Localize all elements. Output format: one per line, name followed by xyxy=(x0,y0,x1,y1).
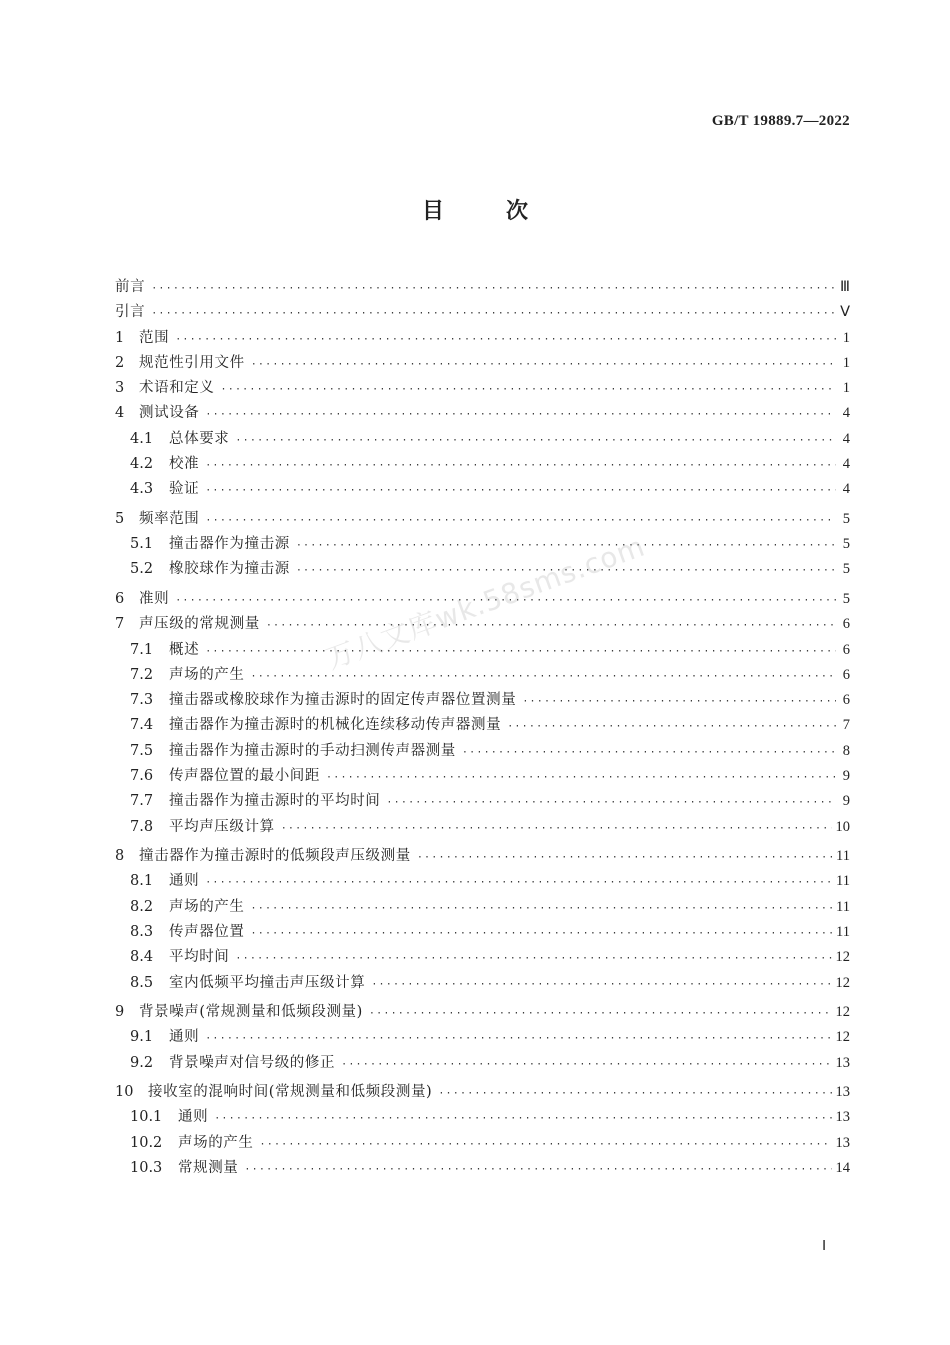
toc-entry-number: 2 xyxy=(115,354,125,371)
toc-entry-label: 撞击器作为撞击源 xyxy=(169,536,290,553)
toc-entry-number: 7.3 xyxy=(130,692,154,709)
toc-entry-number: 4.1 xyxy=(130,430,154,447)
dot-leader xyxy=(151,276,836,301)
dot-leader xyxy=(205,478,836,503)
toc-entry-number: 7.8 xyxy=(130,818,154,835)
dot-leader xyxy=(205,1026,831,1051)
toc-entry-label: 常规测量 xyxy=(178,1160,239,1177)
toc-entry-number: 10 xyxy=(115,1084,134,1101)
toc-entry-page: 7 xyxy=(842,717,850,734)
toc-entry[interactable] xyxy=(115,351,850,376)
dot-leader xyxy=(251,896,833,921)
toc-entry-label: 接收室的混响时间(常规测量和低频段测量) xyxy=(148,1084,433,1101)
toc-entry[interactable] xyxy=(115,1000,850,1025)
dot-leader xyxy=(371,972,831,997)
toc-entry[interactable] xyxy=(115,1105,850,1130)
toc-entry-number: 7.1 xyxy=(130,641,154,658)
toc-entry-number: 7.5 xyxy=(130,742,154,759)
toc-entry-number: 5 xyxy=(115,510,125,527)
toc-entry-page: 13 xyxy=(835,1084,850,1101)
toc-entry-page: 12 xyxy=(835,974,850,991)
toc-entry-label: 背景噪声对信号级的修正 xyxy=(169,1054,336,1071)
toc-entry-label: 校准 xyxy=(169,456,200,473)
toc-entry-page: 6 xyxy=(842,641,850,658)
dot-leader xyxy=(235,428,836,453)
toc-entry-label: 传声器位置的最小间距 xyxy=(169,768,320,785)
toc-entry-number: 3 xyxy=(115,380,125,397)
toc-entry-page: 9 xyxy=(842,793,850,810)
toc-entry-label: 撞击器作为撞击源时的机械化连续移动传声器测量 xyxy=(169,717,502,734)
dot-leader xyxy=(205,870,832,895)
toc-entry-page: 11 xyxy=(836,898,850,915)
toc-entry-number: 8.2 xyxy=(130,898,154,915)
toc-entry[interactable] xyxy=(115,971,850,996)
toc-entry-number: 8 xyxy=(115,848,125,865)
toc-entry[interactable] xyxy=(115,713,850,738)
toc-entry-page: 1 xyxy=(842,329,850,346)
toc-entry-label: 前言 xyxy=(115,279,146,295)
toc-entry-label: 概述 xyxy=(169,641,200,658)
toc-entry-label: 声场的产生 xyxy=(169,666,245,683)
toc-entry-page: 13 xyxy=(835,1109,850,1126)
toc-entry-page: 6 xyxy=(842,666,850,683)
toc-entry-page: Ⅲ xyxy=(840,279,850,295)
dot-leader xyxy=(221,377,837,402)
toc-entry-label: 通则 xyxy=(178,1109,209,1126)
toc-entry-label: 频率范围 xyxy=(139,510,200,527)
toc-entry[interactable] xyxy=(115,945,850,970)
dot-leader xyxy=(205,639,836,664)
toc-entry-number: 1 xyxy=(115,329,125,346)
toc-entry-page: 13 xyxy=(835,1054,850,1071)
toc-entry-page: 4 xyxy=(842,405,850,422)
toc-entry-number: 10.1 xyxy=(130,1109,163,1126)
dot-leader xyxy=(507,714,836,739)
toc-entry-number: 5.2 xyxy=(130,561,154,578)
toc-entry-number: 8.1 xyxy=(130,873,154,890)
toc-entry-label: 撞击器作为撞击源时的平均时间 xyxy=(169,793,381,810)
dot-leader xyxy=(462,740,836,765)
toc-entry-page: 8 xyxy=(842,742,850,759)
toc-entry-page: 5 xyxy=(842,510,850,527)
dot-leader xyxy=(417,845,832,870)
toc-entry-number: 7.6 xyxy=(130,768,154,785)
toc-entry-label: 范围 xyxy=(139,329,170,346)
toc-entry-number: 8.3 xyxy=(130,923,154,940)
toc-entry-page: 11 xyxy=(836,923,850,940)
toc-entry-label: 橡胶球作为撞击源 xyxy=(169,561,290,578)
toc-entry[interactable] xyxy=(115,638,850,663)
dot-leader xyxy=(151,301,836,326)
dot-leader xyxy=(251,352,836,377)
toc-entry-page: 4 xyxy=(842,456,850,473)
toc-entry-number: 10.2 xyxy=(130,1134,163,1151)
toc-entry-number: 7.7 xyxy=(130,793,154,810)
toc-entry-label: 测试设备 xyxy=(139,405,200,422)
dot-leader xyxy=(214,1106,831,1131)
toc-entry-number: 4 xyxy=(115,405,125,422)
toc-entry-label: 引言 xyxy=(115,304,146,321)
toc-entry[interactable] xyxy=(115,1156,850,1181)
toc-entry-label: 声场的产生 xyxy=(169,898,245,915)
toc-entry[interactable] xyxy=(115,869,850,894)
toc-entry[interactable] xyxy=(115,895,850,920)
toc-entry[interactable] xyxy=(115,844,850,869)
toc-entry-page: 14 xyxy=(835,1160,850,1177)
toc-entry-label: 通则 xyxy=(169,1029,200,1046)
toc-entry-page: 10 xyxy=(835,818,850,835)
toc-entry-label: 总体要求 xyxy=(169,430,230,447)
dot-leader xyxy=(175,327,836,352)
toc-entry-number: 9 xyxy=(115,1004,125,1021)
toc-entry-label: 声压级的常规测量 xyxy=(139,616,260,633)
toc-entry-page: 6 xyxy=(842,692,850,709)
page-title-char-2: 次 xyxy=(506,199,529,224)
toc-entry-page: 12 xyxy=(835,1029,850,1046)
toc-entry-page: 11 xyxy=(836,848,850,865)
toc-entry-page: 4 xyxy=(842,430,850,447)
toc-entry-label: 传声器位置 xyxy=(169,923,245,940)
toc-entry-label: 通则 xyxy=(169,873,200,890)
dot-leader xyxy=(244,1157,831,1182)
toc-entry-page: 5 xyxy=(842,590,850,607)
dot-leader xyxy=(205,453,836,478)
toc-entry-label: 平均声压级计算 xyxy=(169,818,275,835)
toc-entry-number: 9.1 xyxy=(130,1029,154,1046)
toc-entry-page: 13 xyxy=(835,1134,850,1151)
toc-entry-page: 12 xyxy=(835,949,850,966)
toc-entry-label: 撞击器作为撞击源时的低频段声压级测量 xyxy=(139,848,411,865)
toc-entry[interactable] xyxy=(115,1080,850,1105)
toc-entry-page: 9 xyxy=(842,768,850,785)
watermark: 万八文库wk.58sms.com xyxy=(321,529,650,676)
toc-entry[interactable] xyxy=(115,275,850,300)
toc-entry[interactable] xyxy=(115,1025,850,1050)
dot-leader xyxy=(281,816,832,841)
toc-entry[interactable] xyxy=(115,739,850,764)
toc-entry-page: 6 xyxy=(842,616,850,633)
toc-entry-label: 术语和定义 xyxy=(139,380,215,397)
dot-leader xyxy=(326,765,836,790)
toc-entry[interactable] xyxy=(115,1131,850,1156)
dot-leader xyxy=(260,1132,832,1157)
toc-entry-page: Ⅴ xyxy=(840,304,850,321)
toc-entry-number: 4.2 xyxy=(130,456,154,473)
toc-entry[interactable] xyxy=(115,401,850,426)
dot-leader xyxy=(386,790,836,815)
dot-leader xyxy=(522,689,836,714)
toc-entry-number: 7.2 xyxy=(130,666,154,683)
dot-leader xyxy=(205,402,836,427)
toc-entry[interactable] xyxy=(115,326,850,351)
toc-entry-page: 1 xyxy=(842,354,850,371)
toc-entry[interactable] xyxy=(115,300,850,325)
toc-entry[interactable] xyxy=(115,1051,850,1076)
toc-entry-label: 验证 xyxy=(169,481,200,498)
page-number: Ⅰ xyxy=(822,1239,827,1254)
toc-entry-page: 1 xyxy=(842,380,850,397)
toc-entry[interactable] xyxy=(115,815,850,840)
table-of-contents xyxy=(115,275,850,1181)
toc-entry-page: 11 xyxy=(836,873,850,890)
toc-entry-label: 撞击器作为撞击源时的手动扫测传声器测量 xyxy=(169,742,456,759)
toc-entry[interactable] xyxy=(115,532,850,557)
toc-entry[interactable] xyxy=(115,789,850,814)
toc-entry[interactable] xyxy=(115,477,850,502)
toc-entry-number: 9.2 xyxy=(130,1054,154,1071)
toc-entry-number: 7 xyxy=(115,616,125,633)
toc-entry[interactable] xyxy=(115,764,850,789)
toc-entry-number: 8.4 xyxy=(130,949,154,966)
toc-entry[interactable] xyxy=(115,920,850,945)
dot-leader xyxy=(251,921,833,946)
toc-entry-label: 室内低频平均撞击声压级计算 xyxy=(169,974,366,991)
toc-entry-label: 背景噪声(常规测量和低频段测量) xyxy=(139,1004,363,1021)
toc-entry-number: 4.3 xyxy=(130,481,154,498)
toc-entry[interactable] xyxy=(115,376,850,401)
dot-leader xyxy=(369,1001,832,1026)
toc-entry-page: 5 xyxy=(842,561,850,578)
toc-entry[interactable] xyxy=(115,557,850,582)
toc-entry-label: 准则 xyxy=(139,590,170,607)
toc-entry[interactable] xyxy=(115,427,850,452)
dot-leader xyxy=(438,1081,831,1106)
dot-leader xyxy=(235,946,831,971)
toc-entry-page: 5 xyxy=(842,536,850,553)
standard-code: GB/T 19889.7—2022 xyxy=(711,113,850,129)
dot-leader xyxy=(205,508,836,533)
page-title-char-1: 目 xyxy=(421,199,444,224)
toc-entry-number: 7.4 xyxy=(130,717,154,734)
toc-entry-number: 6 xyxy=(115,590,125,607)
toc-entry[interactable] xyxy=(115,452,850,477)
toc-entry-page: 12 xyxy=(835,1004,850,1021)
toc-entry-number: 10.3 xyxy=(130,1160,163,1177)
toc-entry-page: 4 xyxy=(842,481,850,498)
toc-entry[interactable] xyxy=(115,688,850,713)
toc-entry-number: 8.5 xyxy=(130,974,154,991)
toc-entry-label: 撞击器或橡胶球作为撞击源时的固定传声器位置测量 xyxy=(169,692,517,709)
toc-entry[interactable] xyxy=(115,507,850,532)
dot-leader xyxy=(341,1052,831,1077)
toc-entry-label: 声场的产生 xyxy=(178,1134,254,1151)
toc-entry[interactable] xyxy=(115,663,850,688)
toc-entry-label: 平均时间 xyxy=(169,949,230,966)
page-title xyxy=(0,194,950,225)
toc-entry-number: 5.1 xyxy=(130,536,154,553)
toc-entry-label: 规范性引用文件 xyxy=(139,354,245,371)
